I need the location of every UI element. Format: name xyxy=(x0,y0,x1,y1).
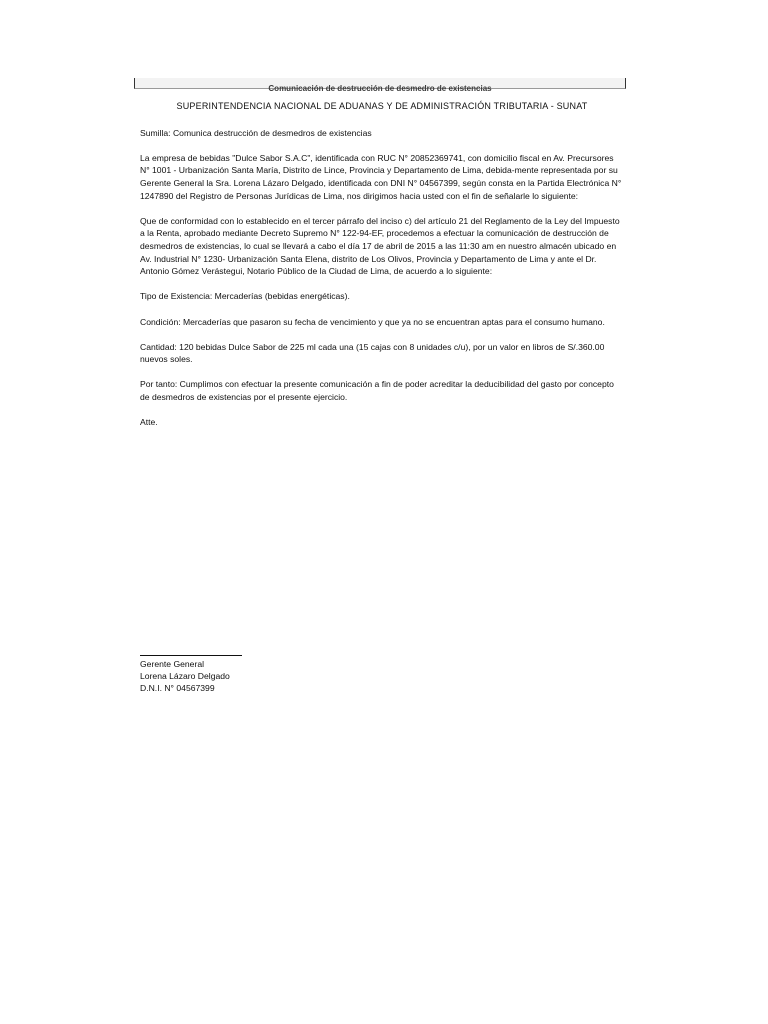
sumilla-line: Sumilla: Comunica destrucción de desmedros de existencias xyxy=(140,127,372,138)
signer-role: Gerente General xyxy=(140,659,205,669)
signer-dni: D.N.I. N° 04567399 xyxy=(140,683,215,693)
signature-block xyxy=(140,655,242,694)
document-header-title: Comunicación de destrucción de desmedro de existencias xyxy=(268,84,492,93)
recipient-heading: SUPERINTENDENCIA NACIONAL DE ADUANAS Y DE ADMINISTRACIÓN TRIBUTARIA - SUNAT xyxy=(176,101,588,111)
intro-paragraph: La empresa de bebidas "Dulce Sabor S.A.C", identificada con RUC N° 20852369741, con domicilio fiscal en Av. Precursores N° 1001 - Urbanización Santa María, Distrito de Lince, Provincia y Departamento de Lima, debida-mente representada por su Gerente General la Sra. Lorena Lázaro Delgado, identificada con DNI N° 04567399, según consta en la Partida Electrónica N° 1247890 del Registro de Personas Jurídicas de Lima, nos dirigimos hacia usted con el fin de señalarle lo siguiente: xyxy=(140,152,622,201)
document-header-bar xyxy=(134,78,626,93)
cantidad-paragraph: Cantidad: 120 bebidas Dulce Sabor de 225 ml cada una (15 cajas con 8 unidades c/u), por un valor en libros de S/.360.00 nuevos soles. xyxy=(140,341,605,365)
letter-body xyxy=(140,100,624,441)
closing-line: Atte. xyxy=(140,417,158,428)
condicion-paragraph: Condición: Mercaderías que pasaron su fecha de vencimiento y que ya no se encuentran aptas para el consumo humano. xyxy=(140,316,605,327)
legal-basis-paragraph: Que de conformidad con lo establecido en el tercer párrafo del inciso c) del artículo 21 del Reglamento de la Ley del Impuesto a la Renta, aprobado mediante Decreto Supremo N° 122-94-EF, procedemos a efectuar la comunicación de destrucción de desmedros de existencias, lo cual se llevará a cabo el día 17 de abril de 2015 a las 11:30 am en nuestro almacén ubicado en Av. Industrial N° 1230- Urbanización Santa Elena, distrito de Los Olivos, Provincia y Departamento de Lima y ante el Dr. Antonio Gómez Verástegui, Notario Público de la Ciudad de Lima, de acuerdo a lo siguiente: xyxy=(140,215,620,277)
por-tanto-paragraph: Por tanto: Cumplimos con efectuar la presente comunicación a fin de poder acreditar la deducibilidad del gasto por concepto de desmedros de existencias por el presente ejercicio. xyxy=(140,379,614,403)
tipo-existencia-line: Tipo de Existencia: Mercaderías (bebidas energéticas). xyxy=(140,291,350,302)
signer-name: Lorena Lázaro Delgado xyxy=(140,671,230,681)
signature-line xyxy=(140,655,242,656)
